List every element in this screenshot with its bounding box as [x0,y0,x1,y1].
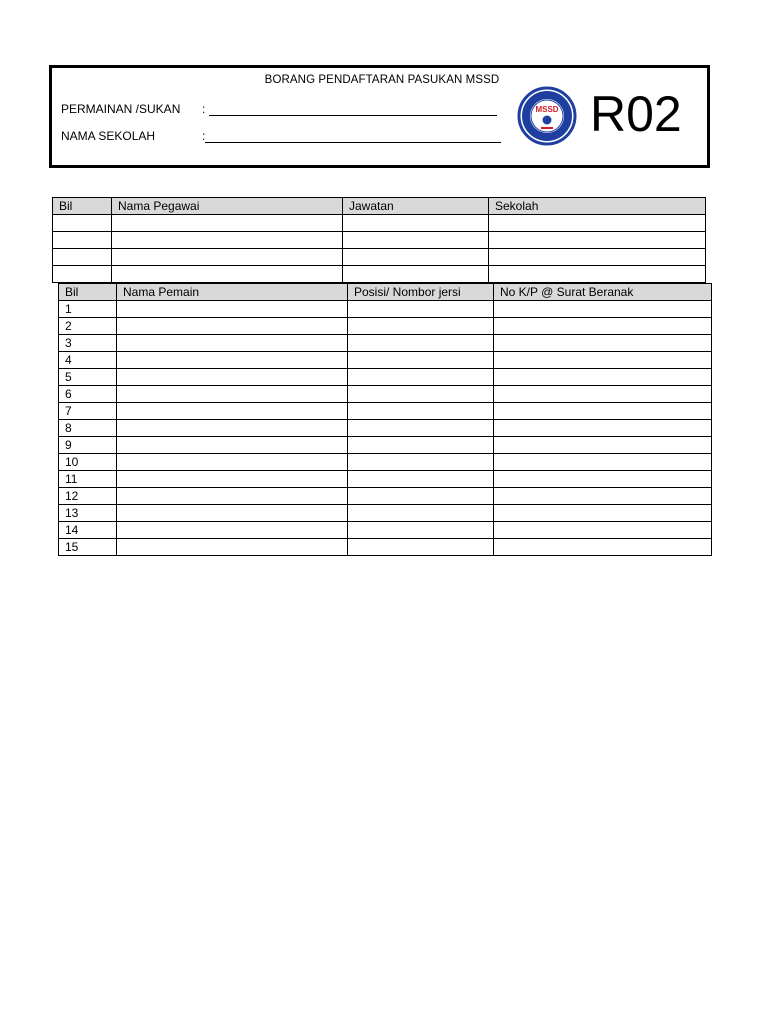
sport-field-label: PERMAINAN /SUKAN [61,102,181,116]
column-header-bil: Bil [53,198,112,215]
table-cell[interactable] [112,215,343,232]
table-cell[interactable] [348,335,494,352]
column-header-no-kp: No K/P @ Surat Beranak [494,284,712,301]
table-cell[interactable] [494,454,712,471]
row-number-cell: 14 [59,522,117,539]
officials-header-row [53,198,706,215]
table-row [59,522,712,539]
table-row [59,437,712,454]
officials-table [52,197,706,283]
row-number-cell: 8 [59,420,117,437]
row-number-cell: 7 [59,403,117,420]
table-cell[interactable] [348,505,494,522]
row-number-cell: 2 [59,318,117,335]
table-cell[interactable] [348,352,494,369]
table-cell[interactable] [117,352,348,369]
table-cell[interactable] [117,335,348,352]
table-cell[interactable] [117,454,348,471]
table-row [59,471,712,488]
table-row [59,318,712,335]
table-cell[interactable] [112,249,343,266]
form-title: BORANG PENDAFTARAN PASUKAN MSSD [264,74,500,86]
row-number-cell: 11 [59,471,117,488]
table-cell[interactable] [117,539,348,556]
table-cell[interactable] [117,471,348,488]
table-cell[interactable] [494,352,712,369]
column-header-bil: Bil [59,284,117,301]
table-cell[interactable] [348,420,494,437]
row-number-cell: 15 [59,539,117,556]
table-cell[interactable] [494,522,712,539]
table-row [59,403,712,420]
table-row [59,539,712,556]
table-cell[interactable] [112,266,343,283]
table-cell[interactable] [494,437,712,454]
table-cell[interactable] [343,249,489,266]
table-cell[interactable] [348,488,494,505]
table-cell[interactable] [348,522,494,539]
row-number-cell: 1 [59,301,117,318]
table-cell[interactable] [117,318,348,335]
table-cell[interactable] [489,215,706,232]
column-header-jawatan: Jawatan [343,198,489,215]
row-number-cell: 5 [59,369,117,386]
table-cell[interactable] [348,437,494,454]
table-row [53,215,706,232]
column-header-sekolah: Sekolah [489,198,706,215]
table-cell[interactable] [112,232,343,249]
table-cell[interactable] [494,318,712,335]
table-row [59,420,712,437]
mssd-logo-icon [517,86,577,146]
table-row [59,505,712,522]
table-cell[interactable] [348,539,494,556]
table-cell[interactable] [117,301,348,318]
row-number-cell: 9 [59,437,117,454]
table-cell[interactable] [343,215,489,232]
column-header-nama-pegawai: Nama Pegawai [112,198,343,215]
table-row [59,335,712,352]
table-row [59,352,712,369]
table-cell[interactable] [494,301,712,318]
table-row [59,454,712,471]
svg-text:MSSD: MSSD [535,105,559,114]
table-cell[interactable] [117,369,348,386]
table-cell[interactable] [489,232,706,249]
form-code: R02 [590,86,682,142]
table-row [59,386,712,403]
table-cell[interactable] [489,266,706,283]
table-cell[interactable] [348,454,494,471]
school-name-field-label: NAMA SEKOLAH [61,129,156,143]
table-cell[interactable] [494,539,712,556]
row-number-cell: 10 [59,454,117,471]
table-row [53,249,706,266]
table-cell[interactable] [348,301,494,318]
table-cell[interactable] [494,369,712,386]
table-cell[interactable] [348,471,494,488]
table-cell[interactable] [494,420,712,437]
column-header-nama-pemain: Nama Pemain [117,284,348,301]
table-cell[interactable] [343,266,489,283]
column-header-posisi-nombor-jersi: Posisi/ Nombor jersi [348,284,494,301]
players-header-row [59,284,712,301]
row-number-cell: 13 [59,505,117,522]
table-cell[interactable] [117,403,348,420]
table-cell[interactable] [348,369,494,386]
row-number-cell: 6 [59,386,117,403]
players-table [58,283,712,556]
table-cell[interactable] [348,318,494,335]
sport-field-input[interactable] [209,115,497,116]
row-number-cell: 3 [59,335,117,352]
table-cell[interactable] [348,386,494,403]
table-cell[interactable] [343,232,489,249]
table-cell[interactable] [53,232,112,249]
table-cell[interactable] [494,403,712,420]
table-cell[interactable] [117,505,348,522]
school-name-field-input[interactable] [205,142,501,143]
table-cell[interactable] [494,505,712,522]
table-row [59,369,712,386]
table-cell[interactable] [494,488,712,505]
table-row [53,232,706,249]
row-number-cell: 4 [59,352,117,369]
table-cell[interactable] [494,335,712,352]
table-cell[interactable] [117,488,348,505]
school-name-field-colon: : [202,129,206,143]
form-header-box [49,65,710,168]
table-cell[interactable] [348,403,494,420]
table-cell[interactable] [53,266,112,283]
table-cell[interactable] [117,437,348,454]
table-cell[interactable] [117,420,348,437]
table-cell[interactable] [494,471,712,488]
table-cell[interactable] [494,386,712,403]
sport-field-colon: : [202,102,206,116]
table-row [59,488,712,505]
table-cell[interactable] [53,215,112,232]
table-cell[interactable] [117,386,348,403]
table-row [59,301,712,318]
table-cell[interactable] [53,249,112,266]
table-cell[interactable] [117,522,348,539]
row-number-cell: 12 [59,488,117,505]
table-row [53,266,706,283]
table-cell[interactable] [489,249,706,266]
